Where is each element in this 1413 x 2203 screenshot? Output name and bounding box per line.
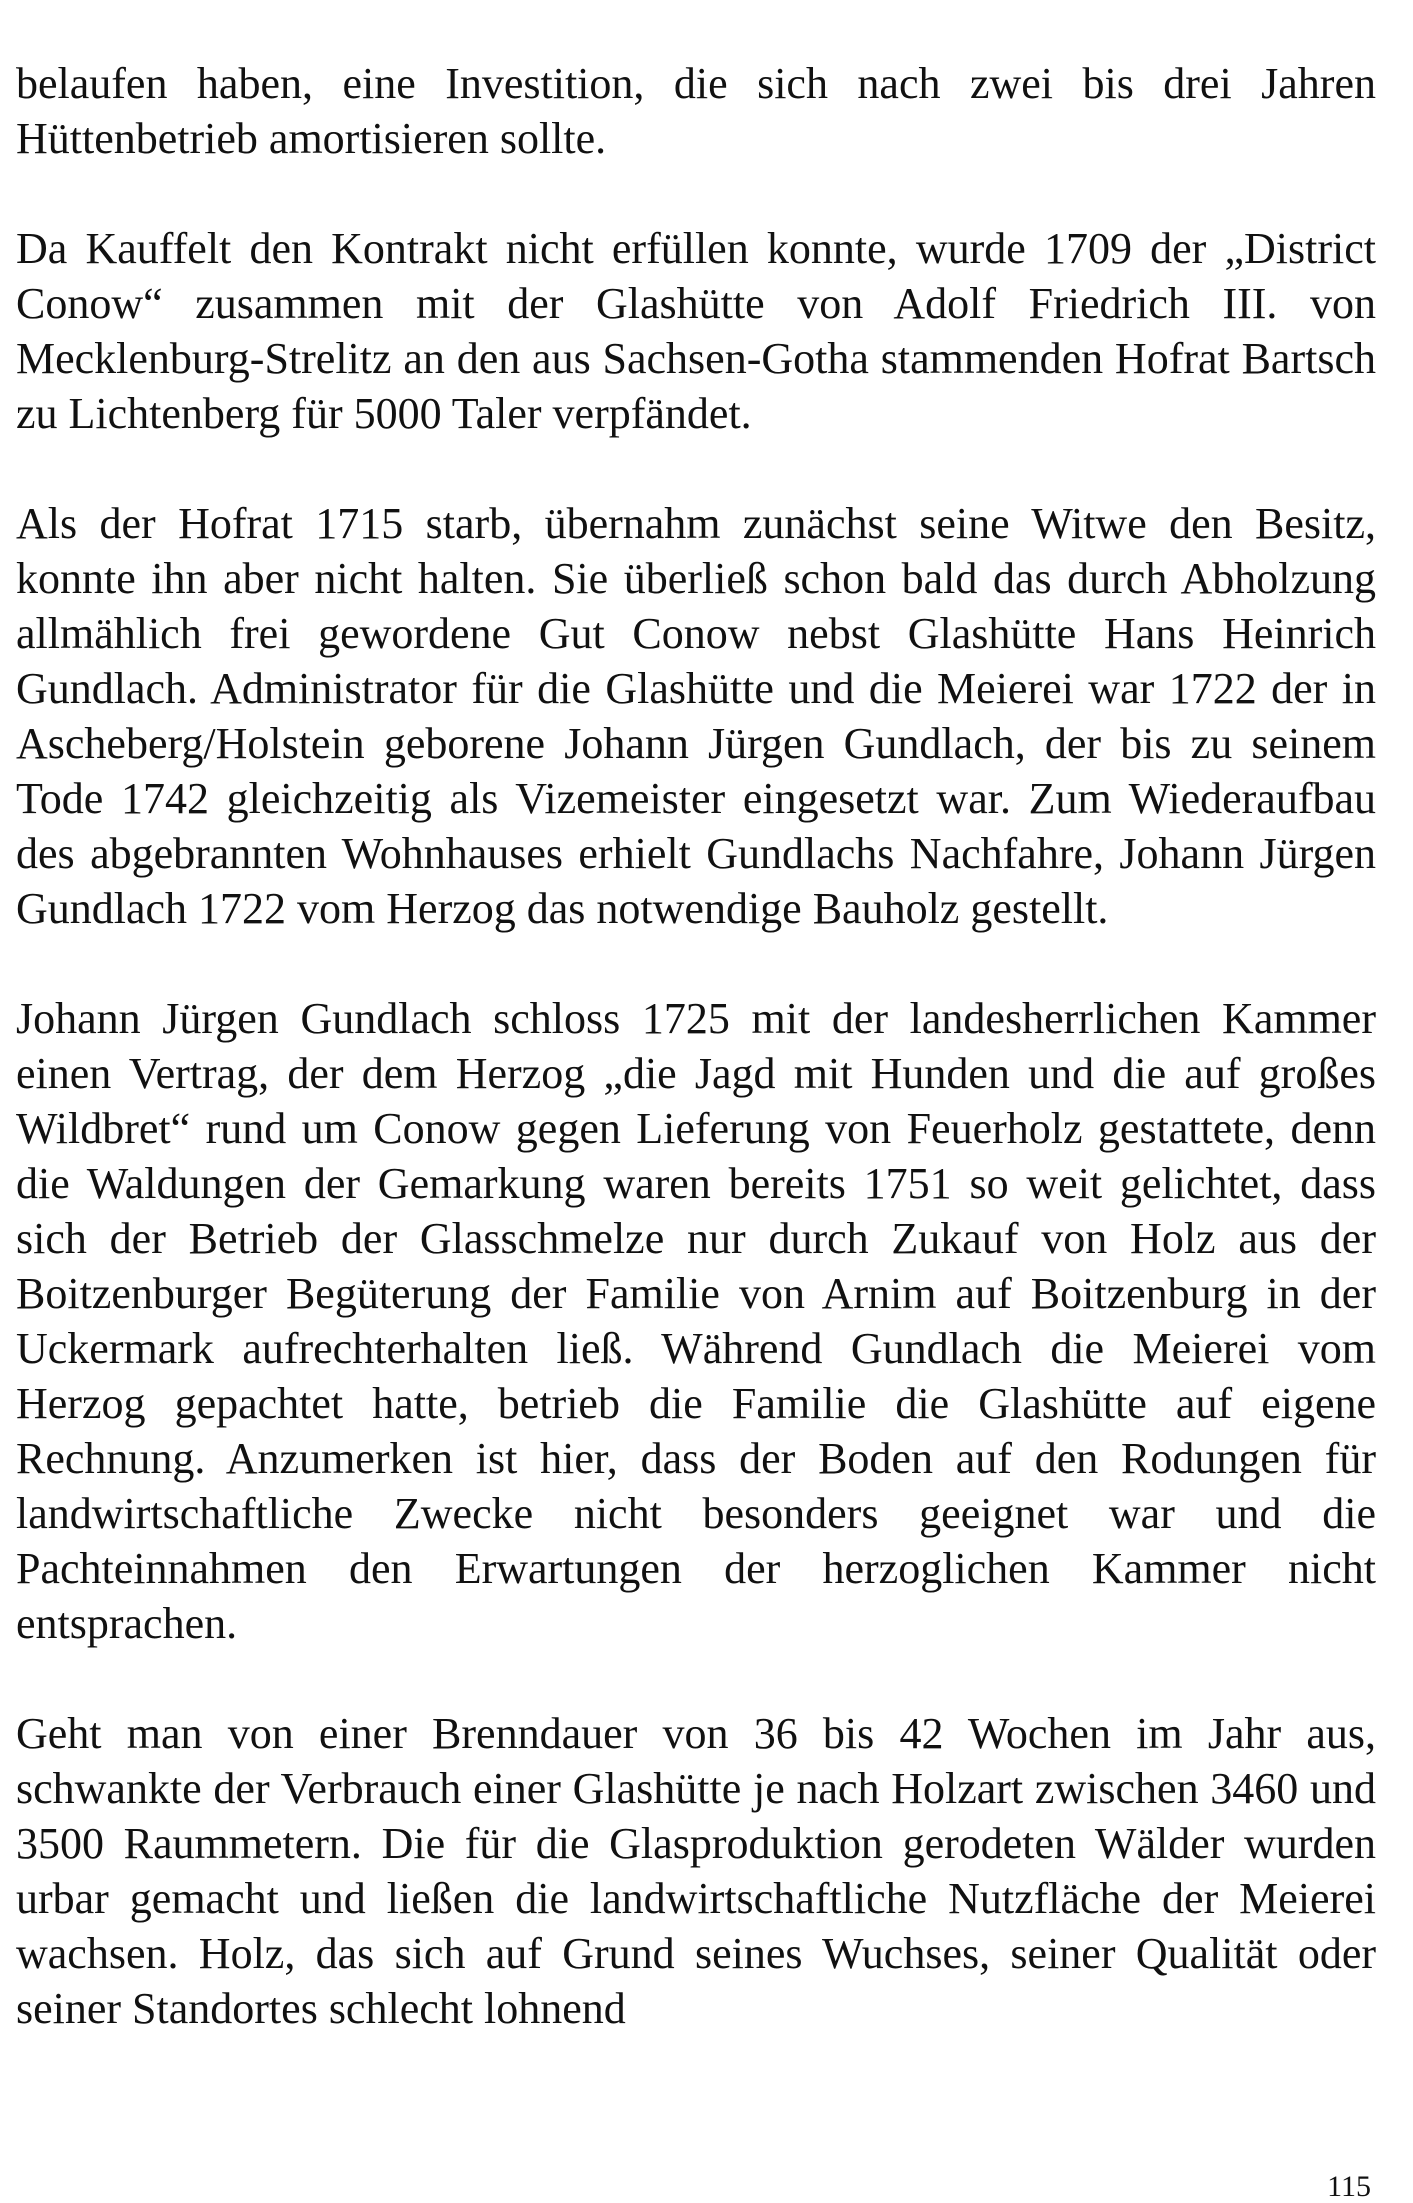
paragraph-1: belaufen haben, eine Investition, die sich nach zwei bis drei Jahren Hüttenbetrieb amortisieren sollte. [16, 59, 1376, 163]
page-body [16, 56, 1376, 2036]
paragraph-4: Johann Jürgen Gundlach schloss 1725 mit der landesherrlichen Kammer einen Vertrag, der dem Herzog „die Jagd mit Hunden und die auf großes Wildbret“ rund um Conow gegen Lieferung von Feuerholz gestattete, denn die Waldungen der Gemarkung waren bereits 1751 so weit gelichtet, dass sich der Betrieb der Glasschmelze nur durch Zukauf von Holz aus der Boitzenburger Begüterung der Familie von Arnim auf Boitzenburg in der Uckermark aufrechterhalten ließ. Während Gundlach die Meierei vom Herzog gepachtet hatte, betrieb die Familie die Glashütte auf eigene Rechnung. Anzumerken ist hier, dass der Boden auf den Rodungen für landwirtschaftliche Zwecke nicht besonders geeignet war und die Pachteinnahmen den Erwartungen der herzoglichen Kammer nicht entsprachen. [16, 994, 1376, 1648]
paragraph-3: Als der Hofrat 1715 starb, übernahm zunächst seine Witwe den Besitz, konnte ihn aber nicht halten. Sie überließ schon bald das durch Abholzung allmählich frei gewordene Gut Conow nebst Glashütte Hans Heinrich Gundlach. Administrator für die Glashütte und die Meierei war 1722 der in Ascheberg/Holstein geborene Johann Jürgen Gundlach, der bis zu seinem Tode 1742 gleichzeitig als Vizemeister eingesetzt war. Zum Wiederaufbau des abgebrannten Wohnhauses erhielt Gundlachs Nachfahre, Johann Jürgen Gundlach 1722 vom Herzog das notwendige Bauholz gestellt. [16, 499, 1376, 933]
page-number: 115 [1327, 2170, 1371, 2203]
paragraph-2: Da Kauffelt den Kontrakt nicht erfüllen konnte, wurde 1709 der „District Conow“ zusammen mit der Glashütte von Adolf Friedrich III. von Mecklenburg-Strelitz an den aus Sachsen-Gotha stammenden Hofrat Bartsch zu Lichtenberg für 5000 Taler verpfändet. [16, 224, 1376, 438]
paragraph-5: Geht man von einer Brenndauer von 36 bis 42 Wochen im Jahr aus, schwankte der Verbrauch einer Glashütte je nach Holzart zwischen 3460 und 3500 Raummetern. Die für die Glasproduktion gerodeten Wälder wurden urbar gemacht und ließen die landwirtschaftliche Nutzfläche der Meierei wachsen. Holz, das sich auf Grund seines Wuchses, seiner Qualität oder seiner Standortes schlecht lohnend [16, 1709, 1376, 2033]
